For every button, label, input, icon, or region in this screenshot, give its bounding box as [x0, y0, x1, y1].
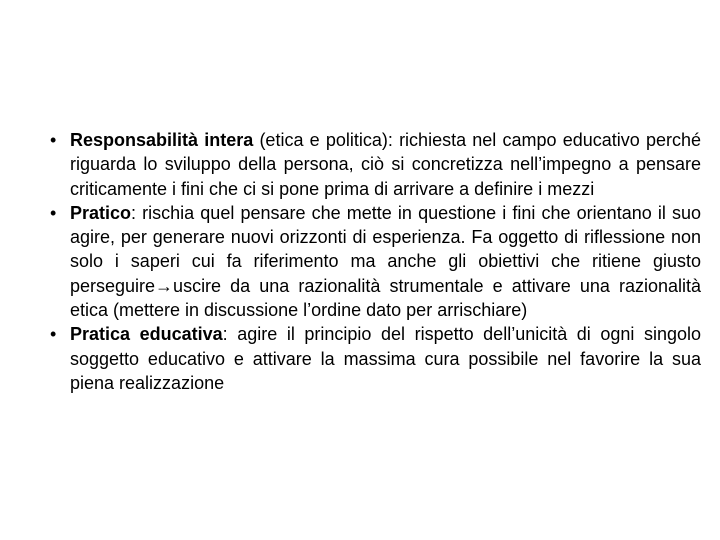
bullet-term: Responsabilità intera [70, 130, 254, 150]
bullet-text: : agire il principio del rispetto dell’unicità di ogni singolo soggetto educativo e attivare la massima cura possibile nel favorire la sua piena realizzazione [70, 324, 702, 393]
bullet-item-pratica-educativa [50, 322, 701, 395]
bullet-icon: • [50, 130, 57, 150]
bullet-text: (etica e politica): richiesta nel campo educativo perché riguarda lo sviluppo della persona, ciò si concretizza nell’impegno a pensare criticamente i fini che ci si pone prima di arrivare a definire i mezzi [70, 130, 701, 199]
bullet-icon: • [50, 324, 57, 345]
bullet-term: Pratica educativa [70, 324, 223, 345]
bullet-icon: • [50, 202, 57, 223]
bullet-term: Pratico [70, 202, 132, 223]
bullet-text: : rischia quel pensare che mette in questione i fini che orientano il suo agire, per generare nuovi orizzonti di esperienza. Fa oggetto di riflessione non solo i saperi cui fa riferimento ma anche gli obiettivi che ritiene giusto perseguire→uscire da una razionalità strumentale e attivare una razionalità etica (mettere in discussione l’ordine dato per arrischiare) [70, 202, 701, 321]
bullet-list [50, 128, 701, 395]
bullet-item-pratico [50, 201, 701, 322]
bullet-item-responsabilita [50, 128, 701, 201]
